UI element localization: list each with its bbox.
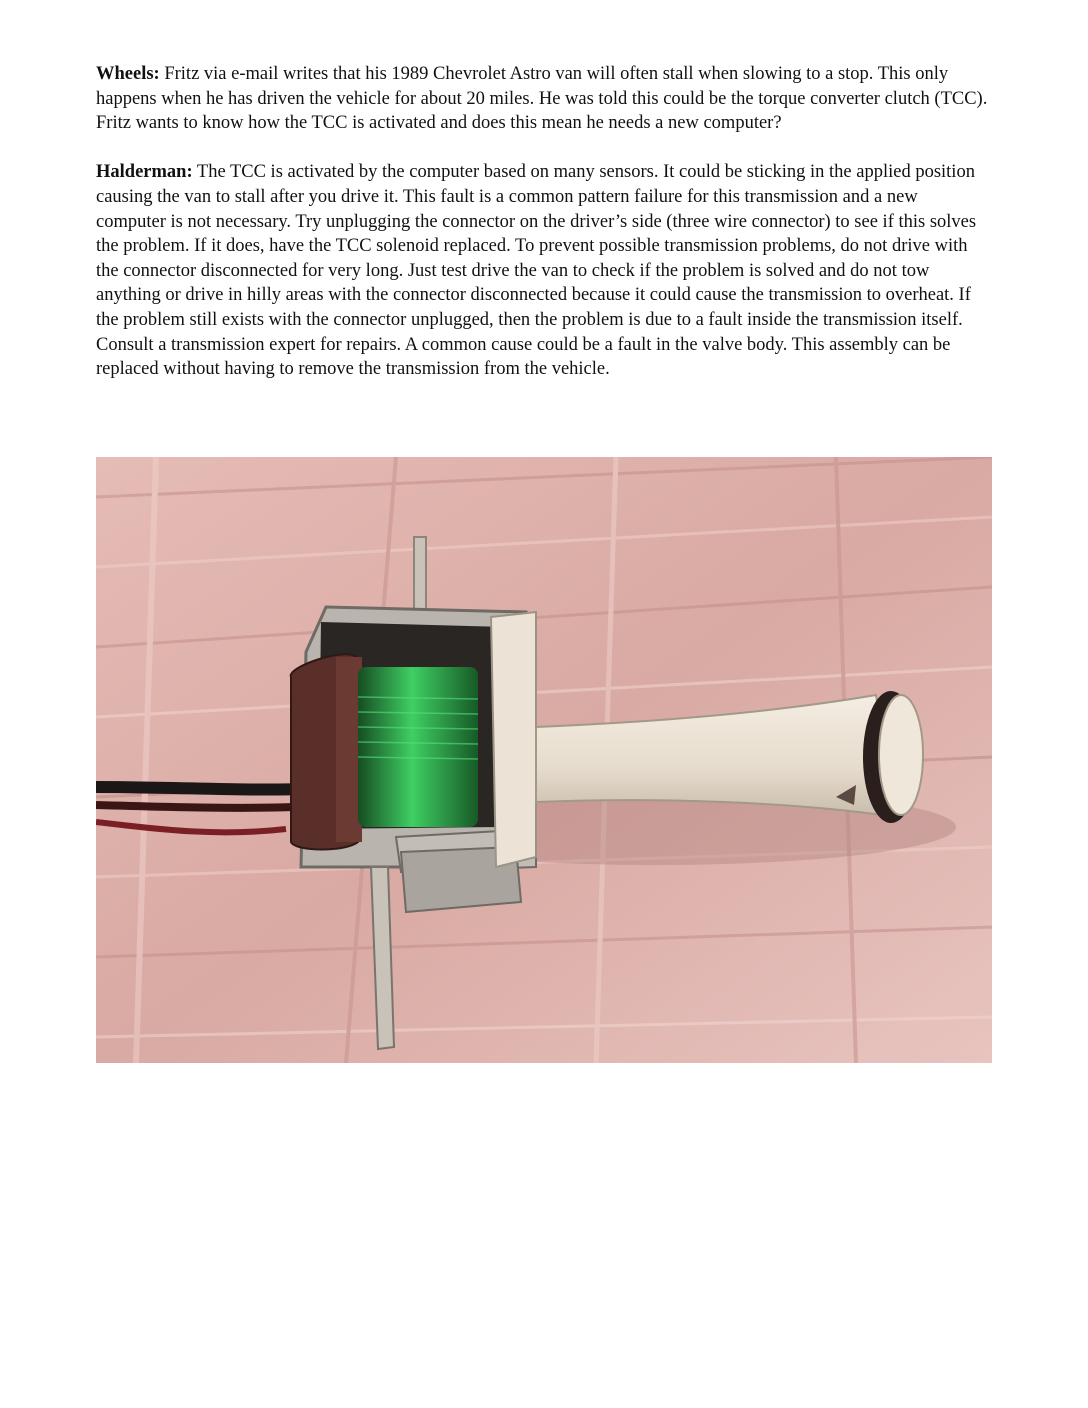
tcc-solenoid-illustration xyxy=(96,457,992,1063)
question-paragraph xyxy=(96,62,992,136)
question-text: Fritz via e-mail writes that his 1989 Chevrolet Astro van will often stall when slowing to a stop. This only happens when he has driven the vehicle for about 20 miles. He was told this could be the torque converter clutch (TCC). Fritz wants to know how the TCC is activated and does this mean he needs a new computer? xyxy=(96,64,988,134)
answer-paragraph xyxy=(96,160,992,381)
answer-text: The TCC is activated by the computer based on many sensors. It could be sticking in the applied position causing the van to stall after you drive it. This fault is a common pattern failure for this transmission and a new computer is not necessary. Try unplugging the connector on the driver’s side (three wire connector) to see if this solves the problem. If it does, have the TCC solenoid replaced. To prevent possible transmission problems, do not drive with the connector disconnected for very long. Just test drive the van to check if the problem is solved and do not tow anything or drive in hilly areas with the connector disconnected because it could cause the transmission to overheat. If the problem still exists with the connector unplugged, then the problem is due to a fault inside the transmission itself. Consult a transmission expert for repairs. A common cause could be a fault in the valve body. This assembly can be replaced without having to remove the transmission from the vehicle. xyxy=(96,162,977,380)
tcc-solenoid-photo xyxy=(96,457,992,1063)
nozzle-end xyxy=(879,695,923,815)
question-speaker: Wheels: xyxy=(96,64,160,84)
solenoid-coil xyxy=(358,667,478,827)
plastic-end-block xyxy=(491,612,536,867)
document-body xyxy=(96,62,992,406)
answer-speaker: Halderman: xyxy=(96,162,193,183)
